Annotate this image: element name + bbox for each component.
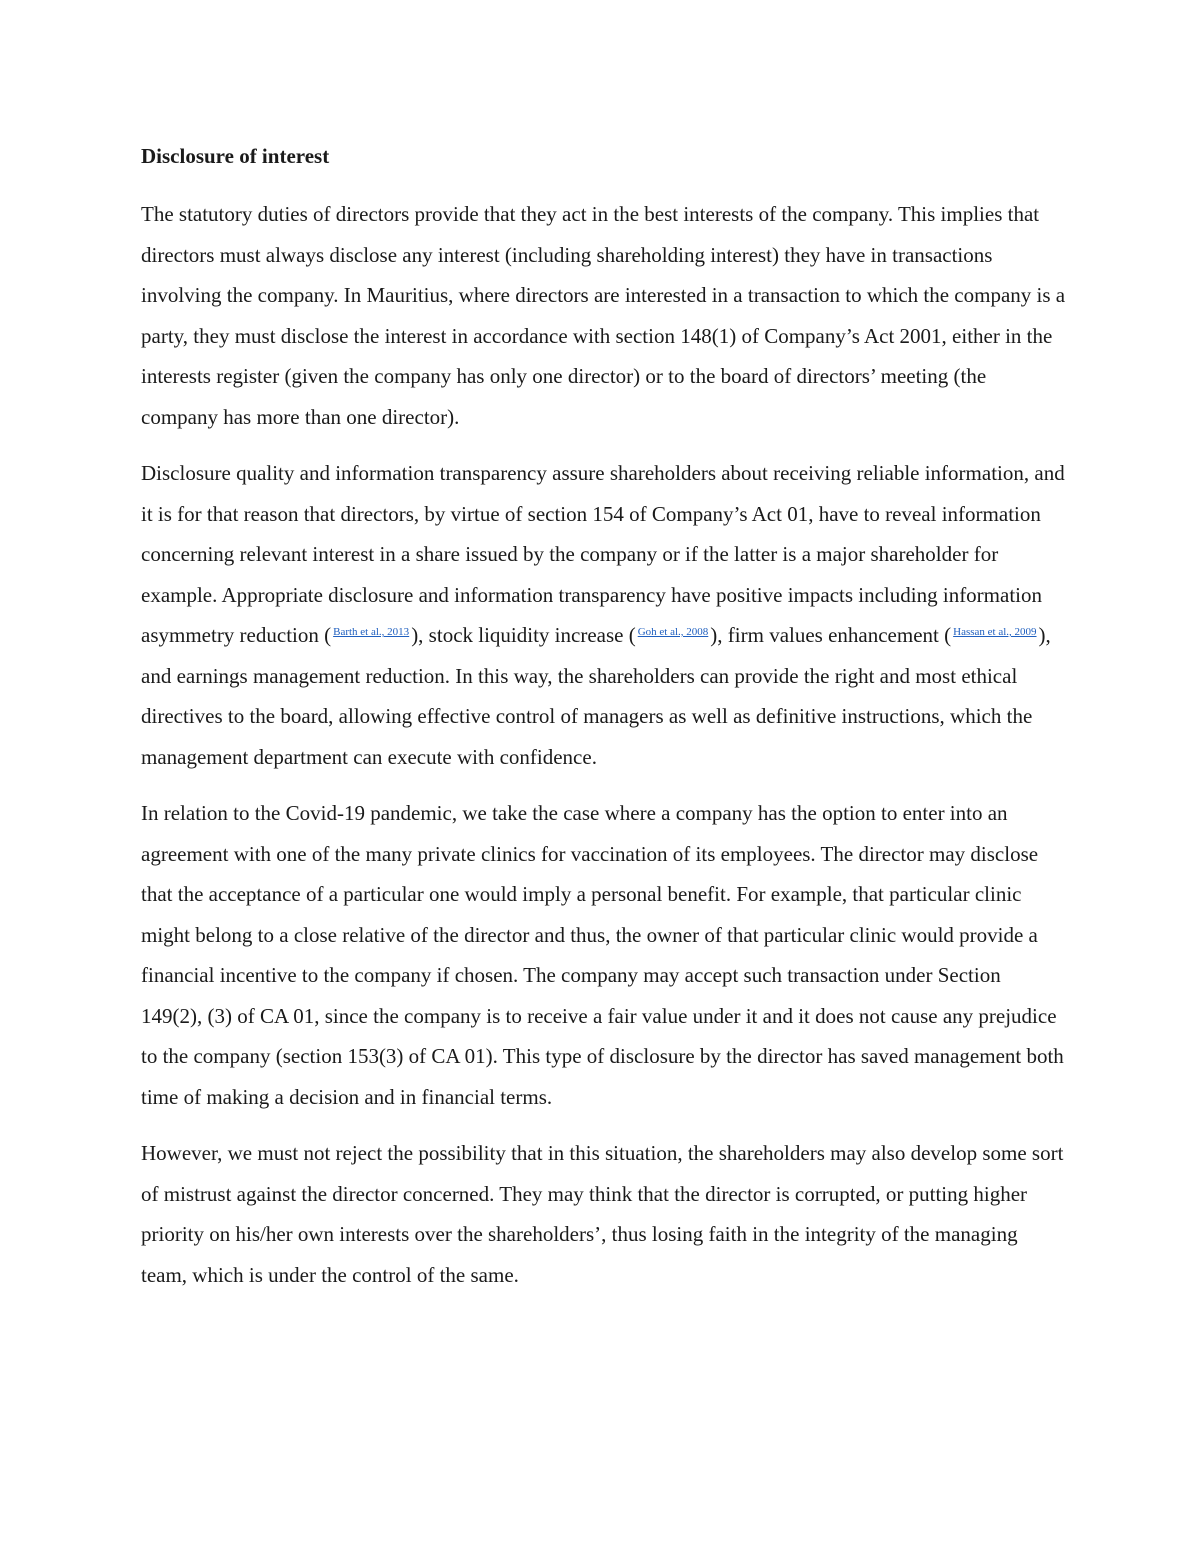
- citation-link-goh[interactable]: Goh et al., 2008: [637, 626, 709, 638]
- paragraph-1: The statutory duties of directors provide that they act in the best interests of the company. This implies that directors must always disclose any interest (including shareholding interest) they have in transactions involving the company. In Mauritius, where directors are interested in a transaction to which the company is a party, they must disclose the interest in accordance with section 148(1) of Company’s Act 2001, either in the interests register (given the company has only one director) or to the board of directors’ meeting (the company has more than one director).: [141, 202, 1066, 429]
- paragraph-2-text-4: ), and earnings management reduction. In this way, the shareholders can provide the right and most ethical directives to the board, allowing effective control of managers as well as definitive instructions, which the management department can execute with confidence.: [141, 623, 1051, 769]
- citation-link-barth[interactable]: Barth et al., 2013: [333, 626, 410, 638]
- paragraph-2-text-3: ), firm values enhancement (: [710, 623, 952, 647]
- paragraph-3: In relation to the Covid-19 pandemic, we take the case where a company has the option to enter into an agreement with one of the many private clinics for vaccination of its employees. The director may disclose that the acceptance of a particular one would imply a personal benefit. For example, that particular clinic might belong to a close relative of the director and thus, the owner of that particular clinic would provide a financial incentive to the company if chosen. The company may accept such transaction under Section 149(2), (3) of CA 01, since the company is to receive a fair value under it and it does not cause any prejudice to the company (section 153(3) of CA 01). This type of disclosure by the director has saved management both time of making a decision and in financial terms.: [141, 801, 1064, 1109]
- paragraph-2: [141, 453, 1066, 777]
- paragraph-4: However, we must not reject the possibility that in this situation, the shareholders may also develop some sort of mistrust against the director concerned. They may think that the director is corrupted, or putting higher priority on his/her own interests over the shareholders’, thus losing faith in the integrity of the managing team, which is under the control of the same.: [141, 1141, 1064, 1287]
- citation-link-hassan[interactable]: Hassan et al., 2009: [953, 626, 1037, 638]
- paragraph-2-text-2: ), stock liquidity increase (: [411, 623, 636, 647]
- section-heading: Disclosure of interest: [141, 144, 330, 168]
- document-page: [141, 140, 1066, 1311]
- paragraph-2-text-1: Disclosure quality and information transparency assure shareholders about receiving reliable information, and it is for that reason that directors, by virtue of section 154 of Company’s Act 01, have to reveal information concerning relevant interest in a share issued by the company or if the latter is a major shareholder for example. Appropriate disclosure and information transparency have positive impacts including information asymmetry reduction (: [141, 461, 1065, 647]
